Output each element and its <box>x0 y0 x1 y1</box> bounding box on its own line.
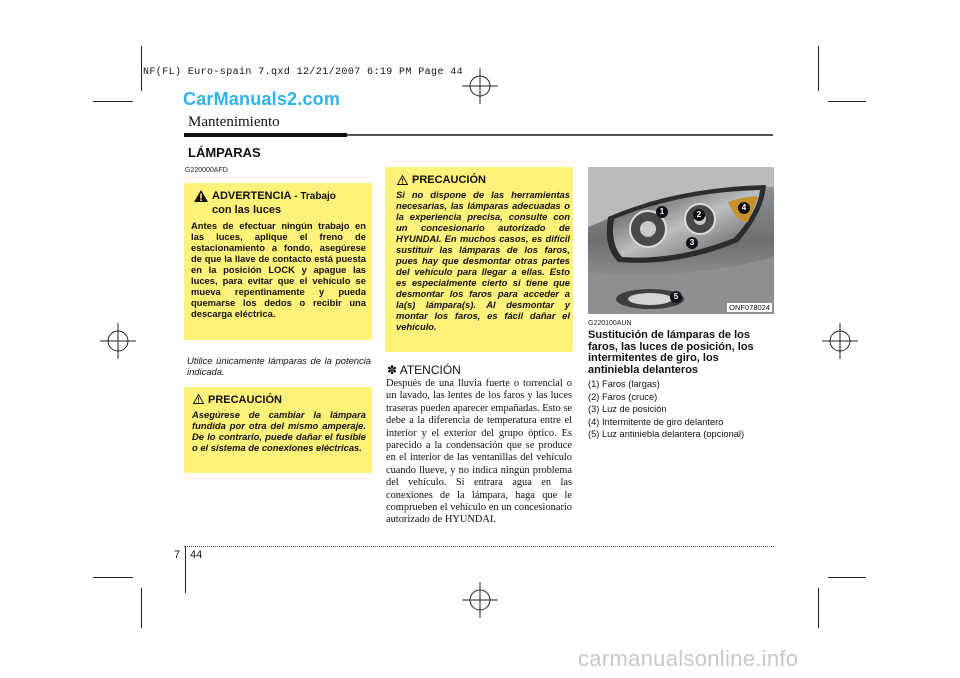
registration-mark-left <box>100 323 136 359</box>
callout-5: 5 <box>670 291 682 303</box>
subsection-heading: Sustitución de lámparas de los faros, las luces de posición, los intermitentes de giro, los antiniebla delanteros <box>588 329 754 376</box>
print-slug: NF(FL) Euro-spain 7.qxd 12/21/2007 6:19 PM Page 44 <box>143 67 464 78</box>
list-item: (2) Faros (cruce) <box>588 391 658 402</box>
list-item: (5) Luz antiniebla delantera (opcional) <box>588 429 745 439</box>
headlamp-photo <box>588 167 774 314</box>
chapter-number: 7 <box>174 549 181 561</box>
registration-mark-right <box>822 323 858 359</box>
section-header: Mantenimiento <box>188 114 280 130</box>
callout-1: 1 <box>656 206 668 218</box>
header-rule-light <box>347 134 773 136</box>
caution-box-2 <box>385 167 573 352</box>
callout-3: 3 <box>686 237 698 249</box>
asterisk-icon: ✽ <box>387 363 398 377</box>
attention-text: Después de una lluvia fuerte o torrencial o un lavado, las lentes de los faros y las luces traseras pueden aparecer empañadas. Esto se debe a la diferencia de temperatura entre el interior y el exterior del grupo óptico. Es parecido a la condensación que se produce en el interior de las ventanillas del vehículo cuando llueve, y no indica ningún problema del vehículo. Si entrara agua en las conexiones de la lámpara, haga que le comprueben el vehículo en un concesionario autorizado de HYUNDAI. <box>386 378 572 526</box>
page-title: LÁMPARAS <box>188 145 261 160</box>
bulb-list <box>588 378 774 441</box>
footer-dotted-rule <box>184 546 774 547</box>
section-code: G220000AFD <box>185 167 228 174</box>
warning-title: ADVERTENCIA <box>212 190 292 202</box>
watermark-top[interactable]: CarManuals2.com <box>183 89 341 109</box>
callout-4: 4 <box>738 202 750 214</box>
callout-2: 2 <box>693 209 705 221</box>
section-code-2: G220100AUN <box>588 320 632 327</box>
list-item: (1) Faros (largas) <box>588 379 660 389</box>
registration-mark-bottom <box>462 582 498 618</box>
warning-title-line2: con las luces <box>212 204 282 216</box>
footer-watermark[interactable]: carmanualsonline.info <box>578 646 799 671</box>
warning-title-suffix: - Trabajo <box>291 191 336 202</box>
image-caption: ONF078024 <box>729 303 770 312</box>
attention-title: ATENCIÓN <box>399 363 461 377</box>
headlamp-illustration <box>588 167 774 314</box>
lamp-note: Utilice únicamente lámparas de la potencia indicada. <box>187 355 371 377</box>
caution-text: Si no dispone de las herramientas necesarias, las lámparas adecuadas o la experiencia precisa, consulte con un concesionario autorizado de HYUNDAI. En muchos casos, es difícil sustituir las lámparas de los faros, pues hay que desmontar otras partes del vehículo para llegar a ellas. Esto es especialmente cierto si tiene que desmontar los faros para acceder a la(s) lámpara(s). Al desmontar y montar los faros, es fácil dañar el vehículo. <box>396 189 570 332</box>
page-number: 44 <box>190 549 203 561</box>
registration-mark-top <box>462 68 498 104</box>
list-item: (3) Luz de posición <box>588 404 667 414</box>
caution-title: PRECAUCIÓN <box>412 174 486 186</box>
warning-text: Antes de efectuar ningún trabajo en las luces, aplique el freno de estacionamiento a fondo, asegúrese de que la llave de contacto está puesta en la posición LOCK y apague las luces, para evitar que el vehículo se mueva repentinamente y pueda quemarse los dedos o recibir una descarga eléctrica. <box>191 220 366 319</box>
warning-box <box>184 183 372 340</box>
page-number-divider <box>185 546 186 593</box>
list-item: (4) Intermitente de giro delantero <box>588 416 724 427</box>
header-rule-dark <box>184 133 347 137</box>
warning-icon <box>194 190 208 202</box>
caution-box-1 <box>184 387 372 473</box>
attention-heading <box>387 363 461 377</box>
caution-title: PRECAUCIÓN <box>208 394 282 406</box>
caution-icon <box>397 175 408 185</box>
caution-icon <box>193 394 204 404</box>
caution-text: Asegúrese de cambiar la lámpara fundida por otra del mismo amperaje. De lo contrario, puede dañar el fusible o el sistema de conexiones eléctricas. <box>192 409 366 453</box>
